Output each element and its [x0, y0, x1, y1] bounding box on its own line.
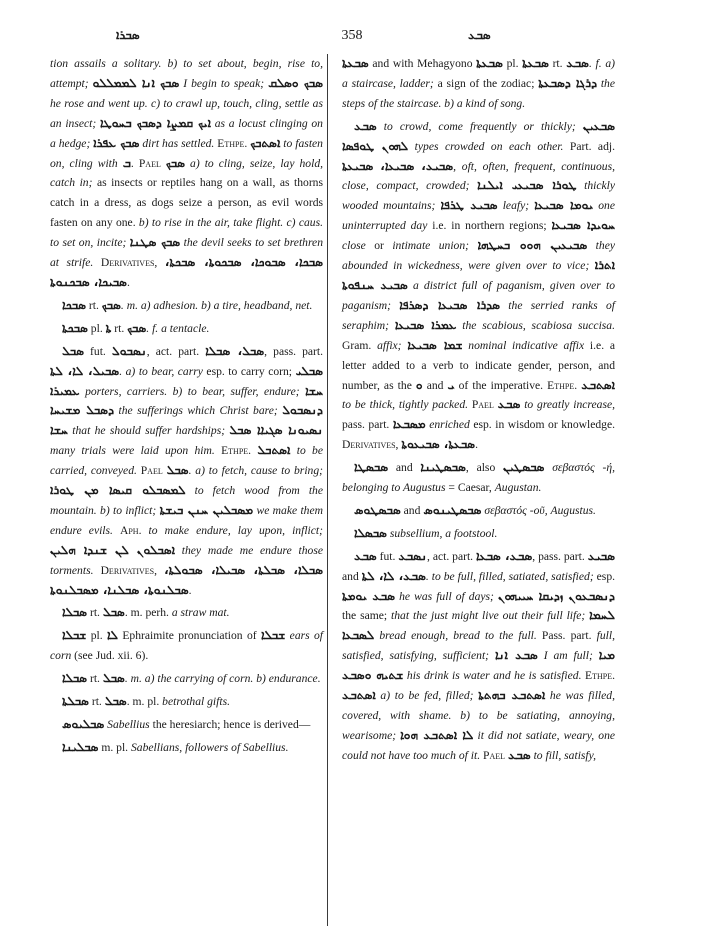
- dictionary-entry: [50, 603, 323, 623]
- entry-text: pass. part.: [342, 418, 393, 432]
- syriac-term: ܣܒܥ: [354, 118, 377, 133]
- entry-text: (see Jud. xii. 6).: [71, 649, 149, 663]
- syriac-term: ܣܒܣܛܝܢܘܣ: [423, 502, 482, 517]
- entry-text: betrothal gifts.: [162, 695, 231, 709]
- entry-text: that the just might live out their full life;: [391, 609, 590, 623]
- syriac-term: ܣܒܠ: [104, 694, 127, 709]
- entry-text: dirt has settled.: [139, 136, 218, 150]
- syriac-term: ܬܐ: [105, 320, 112, 335]
- syriac-term: ܣܒܟ ܘܣܠܩ: [268, 75, 323, 90]
- syriac-term: ܡܝܐ ܫܬܝܗ ܘܣܒܥ: [342, 648, 615, 683]
- entry-text: . a) to bear, carry: [119, 364, 207, 378]
- entry-text: it did not satiate, weary, one could not have too much of it.: [342, 728, 616, 762]
- syriac-term: ܣܒܥ: [566, 56, 589, 70]
- syriac-term: ܣܒܣܛܘܣ: [354, 502, 401, 517]
- syriac-term: ܐܣܒܠܘܢ ܠܢ ܫܢܕܐ ܗܠܝܢ: [50, 542, 175, 557]
- syriac-term: ܝܘܡܐ ܣܒܝܥܐ: [534, 198, 594, 213]
- entry-text: Pael: [138, 156, 161, 170]
- syriac-term: ܣܒܠ: [62, 343, 84, 358]
- entry-text: Derivatives,: [100, 256, 158, 270]
- entry-text: the serried ranks of seraphim;: [342, 298, 615, 332]
- left-headword: ܣܒܪܐ: [116, 28, 140, 42]
- entry-text: as a locust clinging on a hedge;: [50, 116, 323, 150]
- syriac-term: ܣܒܠ، ܣܒܠܐ: [205, 343, 265, 358]
- syriac-term: ܣܒܥ: [497, 397, 521, 412]
- entry-text: Sabellians, followers of Sabellius.: [130, 740, 289, 754]
- syriac-term: ܣܒܟܐ، ܣܒܘܟܐ، ܣܒܟܘܬܐ، ܣܒܟܬܐ، ܣܒܝܟܐ، ܣܒܟܢܘܬܐ: [50, 255, 324, 289]
- entry-text: his drink is water and he is satisfied.: [403, 669, 586, 683]
- entry-text: he rose and went up. c) to crawl up, touch, cling, settle as an insect;: [50, 96, 323, 130]
- dictionary-entry: [50, 342, 323, 601]
- entry-text: .: [126, 275, 130, 289]
- entry-text: Ethpe.: [585, 669, 615, 683]
- syriac-term: ܣܒܠܬܐ: [62, 694, 89, 709]
- syriac-term: ܚܘܝܕܐ ܣܒܝܥܐ: [551, 218, 615, 233]
- syriac-term: ܣܒܥܬܐ: [342, 56, 369, 70]
- entry-text: fut.: [376, 549, 399, 563]
- syriac-term: ܢܣܝܘܢܐ ܣܓܝܐܐ ܣܒܠ: [229, 423, 324, 438]
- syriac-term: ܢܣܒܥ: [398, 548, 428, 563]
- syriac-term: ܝ: [447, 377, 455, 392]
- entry-text: a) to be fed, filled;: [375, 689, 479, 703]
- entry-text: Aph.: [119, 523, 142, 537]
- entry-text: , pass. part.: [532, 549, 588, 563]
- syriac-term: ܣܒܠ: [166, 463, 189, 478]
- column-divider: [327, 54, 328, 926]
- entry-text: rt.: [86, 298, 102, 312]
- syriac-term: ܣܒܥܬܐ: [476, 56, 503, 70]
- entry-text: bread enough, bread to the full.: [374, 629, 542, 643]
- syriac-term: ܣܒܟܐ: [62, 297, 87, 312]
- entry-text: affix;: [377, 338, 408, 352]
- entry-text: esp. to carry corn;: [206, 364, 296, 378]
- entry-text: pl.: [86, 629, 107, 643]
- syriac-term: ܣܒܣܛܝܢ: [503, 460, 545, 475]
- entry-text: he was filled, covered, with shame. b) to be satiating, annoying, wearisome;: [342, 689, 615, 742]
- entry-text: Pass. part.: [541, 629, 597, 643]
- entry-text: . f. a tentacle.: [146, 321, 210, 335]
- entry-text: .: [130, 156, 139, 170]
- entry-text: fut.: [83, 344, 112, 358]
- syriac-term: ܣܒܝܠ، ܠܐ، ܠܬܐ: [50, 363, 120, 378]
- syriac-term: ܣܒܝܥ: [587, 548, 616, 563]
- syriac-term: ܚܫܐ ܕܣܒܠ ܡܫܝܚܐ: [50, 383, 323, 418]
- entry-text: . m. pl.: [126, 695, 163, 709]
- syriac-term: ܣܒܠܝܢܐ: [62, 739, 99, 754]
- syriac-term: ܠܡܣܒܠܘ ܩܝܣܐ ܡܢ ܛܘܪܐ: [50, 483, 186, 498]
- syriac-term: ܣܕܪܐ ܣܒܝܥܐ ܕܣܪܦܐ: [399, 297, 501, 312]
- syriac-term: ܣܒܥ، ܠܐ، ܠܬܐ: [361, 568, 426, 583]
- syriac-term: ܣܒܥ، ܣܒܥܐ: [475, 548, 533, 563]
- dictionary-entry: [342, 117, 615, 455]
- entry-text: b) to rise in the air, take flight. c) caus. to set on, incite;: [50, 216, 323, 250]
- entry-text: . f. a) a staircase, ladder;: [342, 57, 615, 90]
- entry-text: , pass. part.: [264, 344, 323, 358]
- dictionary-entry: [50, 54, 323, 293]
- entry-text: esp.: [596, 569, 616, 583]
- entry-text: a district full of paganism, given over to paganism;: [342, 278, 616, 312]
- entry-text: . m. a) adhesion. b) a tire, headband, net.: [120, 298, 313, 312]
- entry-text: Part. adj.: [569, 139, 615, 153]
- syriac-term: ܕܢܣܒܥܘܢ ܙܕܝܩܐ ܚܝܝܗܘܢ: [497, 588, 615, 603]
- entry-text: the same;: [342, 609, 392, 623]
- syriac-term: ܣܒܠܐ، ܣܒܠܬܐ، ܣܒܝܠܐ، ܣܒܘܠܬܐ، ܣܒܠܢܘܬܐ، ܣܒܠܢܐ، ܡܣܒܠܢܘܬܐ: [50, 562, 323, 597]
- entry-text: , act. part.: [146, 344, 206, 358]
- syriac-term: ܣܒܠ: [102, 605, 125, 620]
- entry-text: rt.: [548, 57, 567, 70]
- entry-text: I am full;: [537, 649, 599, 663]
- entry-text: .: [188, 583, 192, 597]
- entry-text: porters, carriers. b) to bear, suffer, endure;: [79, 384, 306, 398]
- entry-text: and: [342, 569, 362, 583]
- syriac-term: ܣܒܝܥܝܢ ܗܘܘ ܒܚܛܗܐ: [477, 238, 588, 253]
- entry-text: rt.: [111, 321, 128, 335]
- entry-text: to make endure, lay upon, inflict;: [141, 523, 323, 537]
- syriac-term: ܣܒܣܛܝܢܐ: [420, 460, 466, 475]
- entry-text: full, satisfied, satisfying, sufficient;: [342, 629, 615, 663]
- syriac-term: ܐܣܬܒܥ ܒܗܬܬܐ: [478, 688, 546, 703]
- entry-text: to crowd, come frequently or thickly;: [376, 119, 583, 133]
- entry-text: we make them endure evils.: [50, 503, 323, 537]
- syriac-term: ܒ: [122, 155, 131, 170]
- entry-text: intimate union;: [392, 239, 478, 253]
- entry-text: thickly wooded mountains;: [342, 179, 616, 213]
- entry-text: to fasten on, cling with: [50, 136, 323, 170]
- entry-text: . m. perh.: [124, 606, 172, 620]
- dictionary-entry: [50, 626, 323, 666]
- entry-text: esp. in wisdom or knowledge.: [469, 418, 615, 432]
- syriac-term: ܣܒܟ ܥܦܪܐ: [93, 135, 140, 150]
- right-headword: ܣܒܥ: [468, 28, 491, 42]
- syriac-term: ܡܣܒܥܐ: [392, 417, 426, 432]
- entry-text: , also: [465, 461, 503, 475]
- syriac-term: ܣܒܠܐ: [62, 671, 88, 686]
- dictionary-entry: [342, 501, 615, 521]
- syriac-term: ܕܪܓܐ ܕܣܒܥܬܐ: [538, 75, 598, 90]
- syriac-term: ܣܒܟ ܐܢܐ ܠܡܡܠܠܘ: [92, 75, 180, 90]
- right-column: [342, 54, 615, 769]
- entry-text: the devil seeks to set brethren at strife.: [50, 236, 323, 270]
- dictionary-entry: [50, 296, 323, 316]
- entry-text: Pael: [483, 748, 506, 762]
- entry-text: he was full of days;: [395, 589, 498, 603]
- syriac-term: ܡܣܒܠܝܢ ܚܢܢ ܒܝܫܬܐ: [159, 502, 254, 517]
- entry-text: Augustan.: [494, 481, 542, 495]
- syriac-term: ܕܢܣܒܘܠ ܚܫܐ: [50, 403, 323, 438]
- entry-text: Ethpe.: [547, 378, 578, 392]
- entry-text: as insects or reptiles hang on a wall, as thorns catch in a dress, as dogs seize a person, as evil words fasten on any one.: [50, 176, 323, 230]
- syriac-term: ܫܒܠܐ: [260, 628, 286, 643]
- entry-text: and with Mehagyono: [368, 57, 477, 70]
- entry-text: . a) to fetch, cause to bring;: [188, 464, 323, 478]
- entry-text: , act. part.: [427, 549, 476, 563]
- entry-text: , oft, often, frequent, continuous, close, compact, crowded;: [342, 159, 615, 193]
- syriac-term: ܣܒܟ ܣܛܢܐ: [129, 235, 181, 250]
- entry-text: ears of corn: [50, 629, 324, 663]
- entry-text: subsellium, a footstool.: [386, 526, 498, 540]
- entry-text: i.e. in northern regions;: [427, 219, 552, 233]
- syriac-term: ܣܒܥ ܝܘܡܬܐ: [342, 588, 396, 603]
- syriac-term: ܣܒܥܬܐ: [522, 56, 549, 70]
- entry-text: [157, 256, 165, 269]
- entry-text: I begin to speak;: [179, 76, 269, 90]
- entry-text: and: [422, 378, 448, 392]
- entry-text: σεβαστός -οῦ, Augustus.: [481, 503, 596, 517]
- entry-text: rt.: [87, 672, 103, 686]
- entry-text: enriched: [425, 418, 470, 432]
- entry-text: Pael: [140, 464, 163, 478]
- entry-text: to fetch wood from the mountain. b) to inflict;: [50, 484, 323, 517]
- entry-text: pl.: [502, 57, 523, 70]
- entry-text: many trials were laid upon him.: [50, 444, 222, 458]
- entry-text: Ephraimite pronunciation of: [117, 629, 261, 643]
- entry-text: to greatly increase,: [520, 398, 615, 412]
- syriac-term: ܣܒܝܥ، ܣܒܝܥܐ، ܣܒܝܥܬܐ: [342, 158, 454, 173]
- entry-text: Derivatives,: [342, 438, 399, 452]
- entry-text: types crowded on each other.: [408, 139, 570, 153]
- syriac-term: ܐܣܬܒܠ: [257, 443, 291, 458]
- entry-text: to fill, satisfy,: [530, 748, 597, 762]
- syriac-term: ܐܝܟ ܩܡܨܐ ܕܣܒܟ ܒܚܘܛܐ: [99, 115, 211, 130]
- entry-text: . to be full, filled, satiated, satisfied;: [425, 569, 597, 583]
- syriac-term: ܣܒܥܬܐ، ܣܒܝܥܘܬܐ: [401, 437, 476, 452]
- entry-text: i.e. a letter added to a verb to indicate gender, person, and number, as the: [342, 338, 616, 392]
- running-header: [40, 28, 664, 48]
- dictionary-entry: [342, 524, 615, 544]
- dictionary-entry: [50, 738, 323, 758]
- entry-text: .: [475, 438, 478, 452]
- syriac-term: ܐܣܬܒܥ: [581, 377, 615, 392]
- entry-text: Sabellius: [104, 718, 150, 731]
- entry-text: Ethpe.: [217, 136, 248, 150]
- syriac-term: ܣܒܥܝܢ ܠܗܘܢ ܛܘܦܣܐ: [342, 118, 615, 153]
- entry-text: that he should suffer hardships;: [67, 424, 230, 438]
- dictionary-entry: [342, 547, 615, 766]
- syriac-term: ܣܒܟ: [165, 155, 185, 170]
- entry-text: = Caesar,: [445, 481, 495, 495]
- entry-text: of the imperative.: [454, 378, 548, 392]
- syriac-term: ܣܒܥ ܐܢܐ: [494, 648, 538, 663]
- syriac-term: ܣܒܣܠܐ: [354, 525, 387, 540]
- entry-text: Gram.: [342, 338, 378, 352]
- syriac-term: ܠܚܡܐ ܠܣܒܥܐ: [342, 608, 615, 643]
- entry-text: the scabious, scabiosa succisa.: [456, 318, 616, 332]
- entry-text: one uninterrupted day: [342, 199, 615, 233]
- dictionary-entry: [50, 669, 323, 689]
- syriac-term: ܣܒܥ: [507, 747, 531, 762]
- entry-text: or: [365, 239, 393, 253]
- syriac-term: ܠܐ: [106, 628, 118, 643]
- syriac-term: ܣܒܟܬܐ: [62, 320, 88, 335]
- syriac-term: ܣܒܣܛܐ: [354, 460, 389, 475]
- syriac-term: ܢܣܒܘܠ: [111, 343, 147, 358]
- entry-text: rt.: [87, 606, 103, 620]
- entry-text: the heresiarch; hence is derived—: [149, 718, 311, 731]
- syriac-term: ܣܒܟ: [127, 320, 147, 335]
- entry-text: nominal indicative affix: [462, 338, 585, 352]
- dictionary-entry: [342, 458, 615, 498]
- syriac-term: ܣܒܠ: [102, 671, 125, 686]
- syriac-term: ܣܒܠܝ ܥܡܝܪܐ: [50, 363, 323, 398]
- entry-text: the sufferings which Christ bare;: [114, 404, 283, 418]
- entry-text: they made me endure those torments.: [50, 543, 323, 577]
- left-column: [50, 54, 323, 761]
- entry-text: tion assails a solitary. b) to set about, begin, rise to, attempt;: [50, 57, 323, 90]
- entry-text: close: [342, 239, 366, 253]
- entry-text: a) to cling, seize, lay hold, catch in;: [50, 156, 324, 190]
- entry-text: . m. a) the carrying of corn. b) endurance.: [124, 672, 321, 686]
- syriac-term: ܐܣܬܒܥ: [342, 688, 376, 703]
- entry-text: to be carried, conveyed.: [50, 444, 323, 478]
- syriac-term: ܛܘܪܐ ܣܒܝܥܝ ܐܝܠܢܐ: [477, 178, 577, 193]
- syriac-term: ܥܡܪܐ ܣܒܝܥܐ: [394, 317, 457, 332]
- syriac-term: ܣܒܠܝܘܣ: [62, 717, 105, 731]
- syriac-term: ܘ: [415, 377, 423, 392]
- entry-text: m. pl.: [98, 740, 131, 754]
- entry-text: and: [400, 503, 424, 517]
- entry-text: the steps of the staircase. b) a kind of song.: [342, 76, 615, 110]
- syriac-term: ܣܒܝܥ ܛܪܦܐ: [440, 198, 498, 213]
- dictionary-entry: [50, 715, 323, 735]
- page-number: 358: [341, 28, 363, 43]
- entry-text: Derivatives,: [100, 563, 158, 577]
- dictionary-entry: [50, 692, 323, 712]
- entry-text: Pael: [471, 398, 494, 412]
- syriac-term: ܐܣܬܒܟ: [250, 135, 281, 150]
- dictionary-entry: [50, 319, 323, 339]
- entry-text: rt.: [88, 695, 105, 709]
- syriac-term: ܠܐ ܐܣܬܒܥ ܗܘܐ: [400, 727, 474, 742]
- entry-text: σεβαστός -ή, belonging to Augustus: [342, 461, 615, 495]
- dictionary-entry: [342, 54, 615, 114]
- entry-text: they abounded in wickedness, were given over to vice;: [342, 239, 615, 273]
- entry-text: pl.: [87, 321, 106, 335]
- entry-text: and: [388, 461, 421, 475]
- syriac-term: ܐܬܪܐ ܣܒܝܥ ܚܢܦܘܬܐ: [342, 258, 615, 292]
- entry-text: a straw mat.: [171, 606, 230, 620]
- entry-text: to be thick, tightly packed.: [342, 398, 472, 412]
- entry-text: a sign of the zodiac;: [437, 76, 539, 90]
- entry-text: Ethpe.: [221, 444, 252, 458]
- syriac-term: ܫܒܠܐ: [62, 628, 87, 643]
- syriac-term: ܣܒܥ: [354, 548, 377, 563]
- entry-text: leafy;: [497, 199, 535, 213]
- syriac-term: ܣܒܠܐ: [62, 605, 88, 620]
- syriac-term: ܣܒܟ: [101, 297, 121, 312]
- syriac-term: ܫܡܐ ܣܒܝܥܐ: [407, 337, 463, 352]
